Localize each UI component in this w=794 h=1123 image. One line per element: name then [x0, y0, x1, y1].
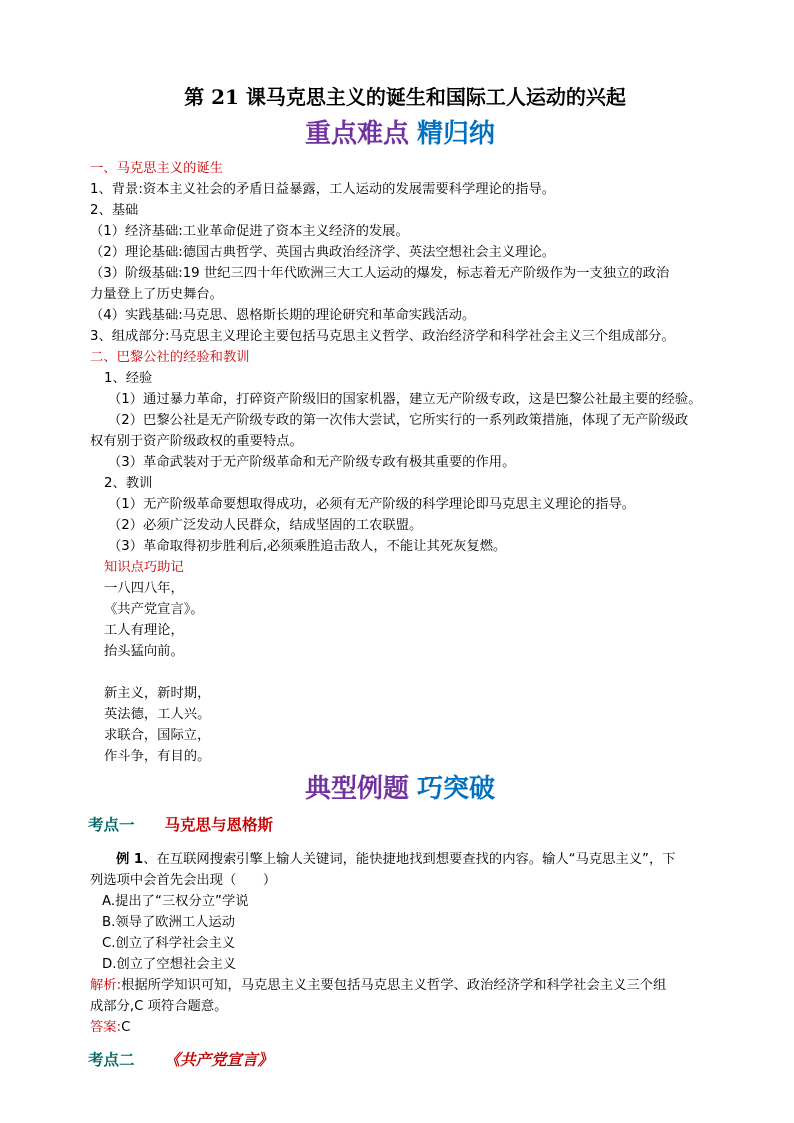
spacer	[90, 662, 710, 683]
topic-heading-2	[88, 1048, 710, 1072]
basis-item-3: （3）阶级基础:19 世纪三四十年代欧洲三大工人运动的爆发，标志着无产阶级作为一支独立的政治	[90, 266, 670, 281]
section-banner-key-points	[90, 114, 710, 154]
basis-item-1: （1）经济基础:工业革命促进了资本主义经济的发展。	[90, 224, 409, 239]
answer-value: C	[121, 1020, 131, 1035]
example-stem-text: 、在互联网搜索引擎上输人关键词，能快捷地找到想要查找的内容。输人“马克思主义”，下	[143, 852, 676, 867]
banner-left: 重点难点	[304, 119, 409, 149]
example-number: 例 1	[116, 852, 144, 867]
section-heading-1: 一、马克思主义的诞生	[90, 161, 223, 176]
mnemonic-line: 抬头猛向前。	[104, 644, 184, 659]
mnemonic-line: 新主义，新时期，	[104, 686, 211, 701]
lesson-heading: 2、教训	[104, 476, 153, 491]
option-b: B.领导了欧洲工人运动	[102, 915, 236, 930]
answer	[90, 1017, 710, 1038]
option-d: D.创立了空想社会主义	[102, 957, 237, 972]
topic-label: 考点二	[88, 1050, 135, 1069]
basis-item-2: （2）理论基础:德国古典哲学、英国古典政治经济学、英法空想社会主义理论。	[90, 245, 556, 260]
document-body	[90, 82, 710, 1084]
section-heading-2: 二、巴黎公社的经验和教训	[90, 350, 250, 365]
background-text: 1、背景:资本主义社会的矛盾日益暴露，工人运动的发展需要科学理论的指导。	[90, 182, 556, 197]
basis-item-4: （4）实践基础:马克思、恩格斯长期的理论研究和革命实践活动。	[90, 308, 476, 323]
lesson-title: 第 21 课马克思主义的诞生和国际工人运动的兴起	[184, 85, 626, 109]
experience-item-2-cont: 权有别于资产阶级政权的重要特点。	[90, 434, 303, 449]
example-stem	[90, 849, 710, 870]
section-banner-examples	[90, 769, 710, 809]
topic-name: 马克思与恩格斯	[164, 815, 274, 834]
lesson-item-3: （3）革命取得初步胜利后,必须乘胜追击敌人，不能让其死灰复燃。	[108, 539, 507, 554]
mnemonic-heading: 知识点巧助记	[104, 560, 184, 575]
mnemonic-line: 英法德，工人兴。	[104, 707, 211, 722]
topic-name: 《共产党宣言》	[164, 1050, 274, 1069]
experience-heading: 1、经验	[104, 371, 153, 386]
basis-heading: 2、基础	[90, 203, 139, 218]
banner-right: 巧突破	[417, 774, 496, 804]
mnemonic-line: 一八四八年，	[104, 581, 184, 596]
lesson-item-1: （1）无产阶级革命要想取得成功，必须有无产阶级的科学理论即马克思主义理论的指导。	[108, 497, 636, 512]
mnemonic-line: 求联合，国际立，	[104, 728, 211, 743]
option-a: A.提出了“三权分立”学说	[102, 894, 249, 909]
experience-item-1: （1）通过暴力革命，打碎资产阶级旧的国家机器，建立无产阶级专政，这是巴黎公社最主要的经验。	[108, 392, 702, 407]
mnemonic-line: 工人有理论，	[104, 623, 184, 638]
analysis-text: 根据所学知识可知，马克思主义主要包括马克思主义哲学、政治经济学和科学社会主义三个组	[121, 978, 667, 993]
mnemonic-line: 《共产党宣言》。	[104, 602, 204, 617]
option-c: C.创立了科学社会主义	[102, 936, 236, 951]
answer-label: 答案:	[90, 1020, 122, 1035]
experience-item-3: （3）革命武装对于无产阶级革命和无产阶级专政有极其重要的作用。	[108, 455, 516, 470]
example-stem-cont: 列选项中会首先会出现（ ）	[90, 873, 277, 888]
basis-item-3-cont: 力量登上了历史舞台。	[90, 287, 223, 302]
experience-item-2: （2）巴黎公社是无产阶级专政的第一次伟大尝试，它所实行的一系列政策措施，体现了无产阶级政	[108, 413, 689, 428]
topic-label: 考点一	[88, 815, 135, 834]
analysis-label: 解析:	[90, 978, 122, 993]
banner-left: 典型例题	[304, 774, 409, 804]
analysis-cont: 成部分,C 项符合题意。	[90, 999, 228, 1014]
banner-right: 精归纳	[417, 119, 496, 149]
analysis	[90, 975, 710, 996]
components-text: 3、组成部分:马克思主义理论主要包括马克思主义哲学、政治经济学和科学社会主义三个组成部分。	[90, 329, 675, 344]
topic-heading-1	[88, 813, 710, 837]
lesson-item-2: （2）必须广泛发动人民群众，结成坚固的工农联盟。	[108, 518, 423, 533]
mnemonic-line: 作斗争，有目的。	[104, 749, 211, 764]
